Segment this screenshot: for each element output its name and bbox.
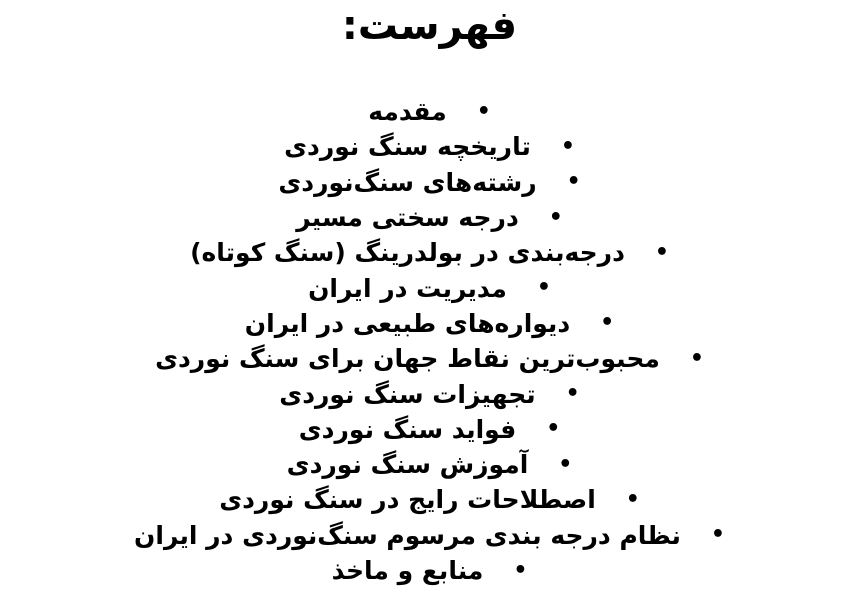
toc-item-benefits[interactable] [299, 412, 561, 447]
bullet-icon: • [513, 557, 528, 583]
toc-item-label: مدیریت در ایران [308, 273, 507, 303]
toc-item-label: درجه‌بندی در بولدرینگ (سنگ کوتاه) [190, 238, 625, 268]
page-title: فهرست: [341, 3, 518, 49]
toc-item-label: دیواره‌های طبیعی در ایران [244, 308, 571, 338]
toc-item-popular-spots[interactable] [155, 341, 704, 376]
toc-item-bouldering-grades[interactable] [190, 235, 669, 270]
bullet-icon: • [565, 381, 580, 407]
toc-item-references[interactable] [332, 553, 528, 588]
toc-item-history[interactable] [284, 129, 575, 164]
toc-item-grading-system-iran[interactable] [134, 518, 725, 553]
toc-item-terminology[interactable] [219, 482, 640, 517]
bullet-icon: • [710, 522, 725, 548]
bullet-icon: • [689, 345, 704, 371]
toc-item-management-iran[interactable] [308, 270, 551, 305]
toc-item-disciplines[interactable] [278, 165, 580, 200]
toc-item-label: رشته‌های سنگ‌نوردی [278, 167, 537, 197]
toc-item-training[interactable] [287, 447, 573, 482]
toc-item-label: تجهیزات سنگ نوردی [279, 379, 536, 409]
toc-item-label: مقدمه [368, 97, 447, 127]
toc-item-label: محبوب‌ترین نقاط جهان برای سنگ نوردی [155, 344, 660, 374]
bullet-icon: • [536, 275, 551, 301]
bullet-icon: • [476, 98, 491, 124]
bullet-icon: • [654, 239, 669, 265]
toc-item-label: نظام درجه بندی مرسوم سنگ‌نوردی در ایران [134, 520, 681, 550]
toc-item-introduction[interactable] [368, 94, 491, 129]
toc-item-route-grades[interactable] [296, 200, 563, 235]
toc-item-label: فواید سنگ نوردی [298, 414, 517, 444]
toc-item-label: تاریخچه سنگ نوردی [284, 132, 531, 162]
bullet-icon: • [600, 310, 615, 336]
toc-item-label: اصطلاحات رایج در سنگ نوردی [219, 485, 596, 515]
bullet-icon: • [558, 451, 573, 477]
toc-item-equipment[interactable] [279, 376, 579, 411]
bullet-icon: • [546, 416, 561, 442]
bullet-icon: • [625, 486, 640, 512]
toc-item-label: درجه سختی مسیر [296, 203, 519, 233]
table-of-contents [134, 94, 725, 588]
toc-item-label: منابع و ماخذ [331, 556, 484, 585]
toc-item-natural-walls-iran[interactable] [245, 306, 614, 341]
bullet-icon: • [548, 204, 563, 230]
toc-item-label: آموزش سنگ نوردی [286, 450, 529, 480]
bullet-icon: • [566, 169, 581, 195]
bullet-icon: • [560, 133, 575, 159]
